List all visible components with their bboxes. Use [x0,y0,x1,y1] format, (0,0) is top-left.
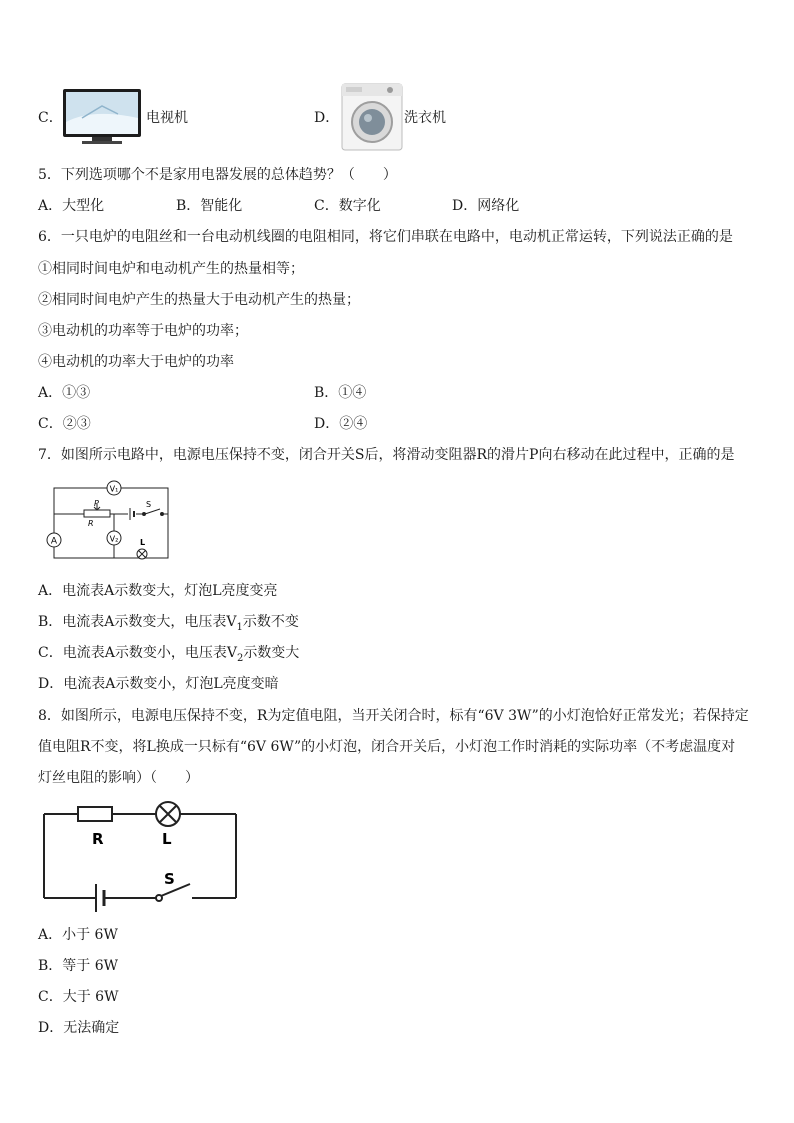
q7-option-d: D．电流表A示数变小，灯泡L亮度变暗 [38,676,279,692]
q7-option-c-text: C．电流表A示数变小，电压表V [38,645,237,661]
q6-option-d: D．②④ [314,416,368,432]
q8-circuit-diagram [40,798,244,916]
washing-machine-image [340,82,404,152]
q7-option-b-text: B．电流表A示数变大，电压表V [38,614,237,630]
q5-option-c: C．数字化 [314,198,381,214]
q7-option-a: A．电流表A示数变大，灯泡L亮度变亮 [38,583,278,599]
q4-option-c-text: 电视机 [146,110,188,126]
q5-option-a: A．大型化 [38,198,105,214]
q5-option-b: B．智能化 [176,198,243,214]
q7-stem: 7．如图所示电路中，电源电压保持不变，闭合开关S后，将滑动变阻器R的滑片P向右移动在此过程中，正确的是 [38,447,735,463]
q6-statement-4: ④电动机的功率大于电炉的功率 [38,354,234,370]
q8-option-b: B．等于 6W [38,958,119,974]
q7-option-b [38,612,299,638]
q7-fig-p-label: P [94,499,99,508]
q7-fig-v1-label: V₁ [109,484,119,494]
q8-fig-r-label: R [92,830,104,848]
q7-fig-r-label: R [88,519,94,528]
q5-stem: 5．下列选项哪个不是家用电器发展的总体趋势？（ ） [38,167,397,183]
q6-option-b: B．①④ [314,385,367,401]
q7-fig-v2-label: V₂ [109,534,119,544]
q4-option-d-label: D． [314,110,340,126]
q7-option-b-subscript: 1 [236,621,243,633]
q8-option-d: D．无法确定 [38,1020,120,1036]
q8-stem-line-3: 灯丝电阻的影响）（ ） [38,770,199,786]
q4-option-d-text: 洗衣机 [404,110,446,126]
q7-option-c-subscript: 2 [236,652,244,664]
q6-option-c: C．②③ [38,416,91,432]
q8-fig-s-label: S [164,870,175,888]
q5-option-d: D．网络化 [452,198,520,214]
q7-option-c [38,643,299,669]
q7-fig-l-label: L [140,538,146,547]
q4-option-c-label: C． [38,110,63,126]
q8-option-c: C．大于 6W [38,989,119,1005]
q7-circuit-diagram [44,478,174,562]
q7-option-b-text-end: 示数不变 [242,614,299,630]
q6-option-a: A．①③ [38,385,91,401]
q6-stem: 6．一只电炉的电阻丝和一台电动机线圈的电阻相同，将它们串联在电路中，电动机正常运转，下列说法正确的是 [38,229,733,245]
q7-option-c-text-end: 示数变大 [243,645,300,661]
q6-statement-2: ②相同时间电炉产生的热量大于电动机产生的热量； [38,292,360,308]
q8-stem-line-1: 8．如图所示，电源电压保持不变，R为定值电阻，当开关闭合时，标有“6V 3W”的小灯泡恰好正常发光；若保持定 [38,708,749,724]
q8-fig-l-label: L [162,830,172,848]
q6-statement-1: ①相同时间电炉和电动机产生的热量相等； [38,261,304,277]
q6-statement-3: ③电动机的功率等于电炉的功率； [38,323,248,339]
q8-stem-line-2: 值电阻R不变，将L换成一只标有“6V 6W”的小灯泡，闭合开关后，小灯泡工作时消耗的实际功率（不考虑温度对 [38,739,736,755]
q7-fig-s-label: S [146,500,152,509]
television-image [62,88,142,146]
q8-option-a: A．小于 6W [38,927,118,943]
q7-fig-a-label: A [50,536,58,547]
